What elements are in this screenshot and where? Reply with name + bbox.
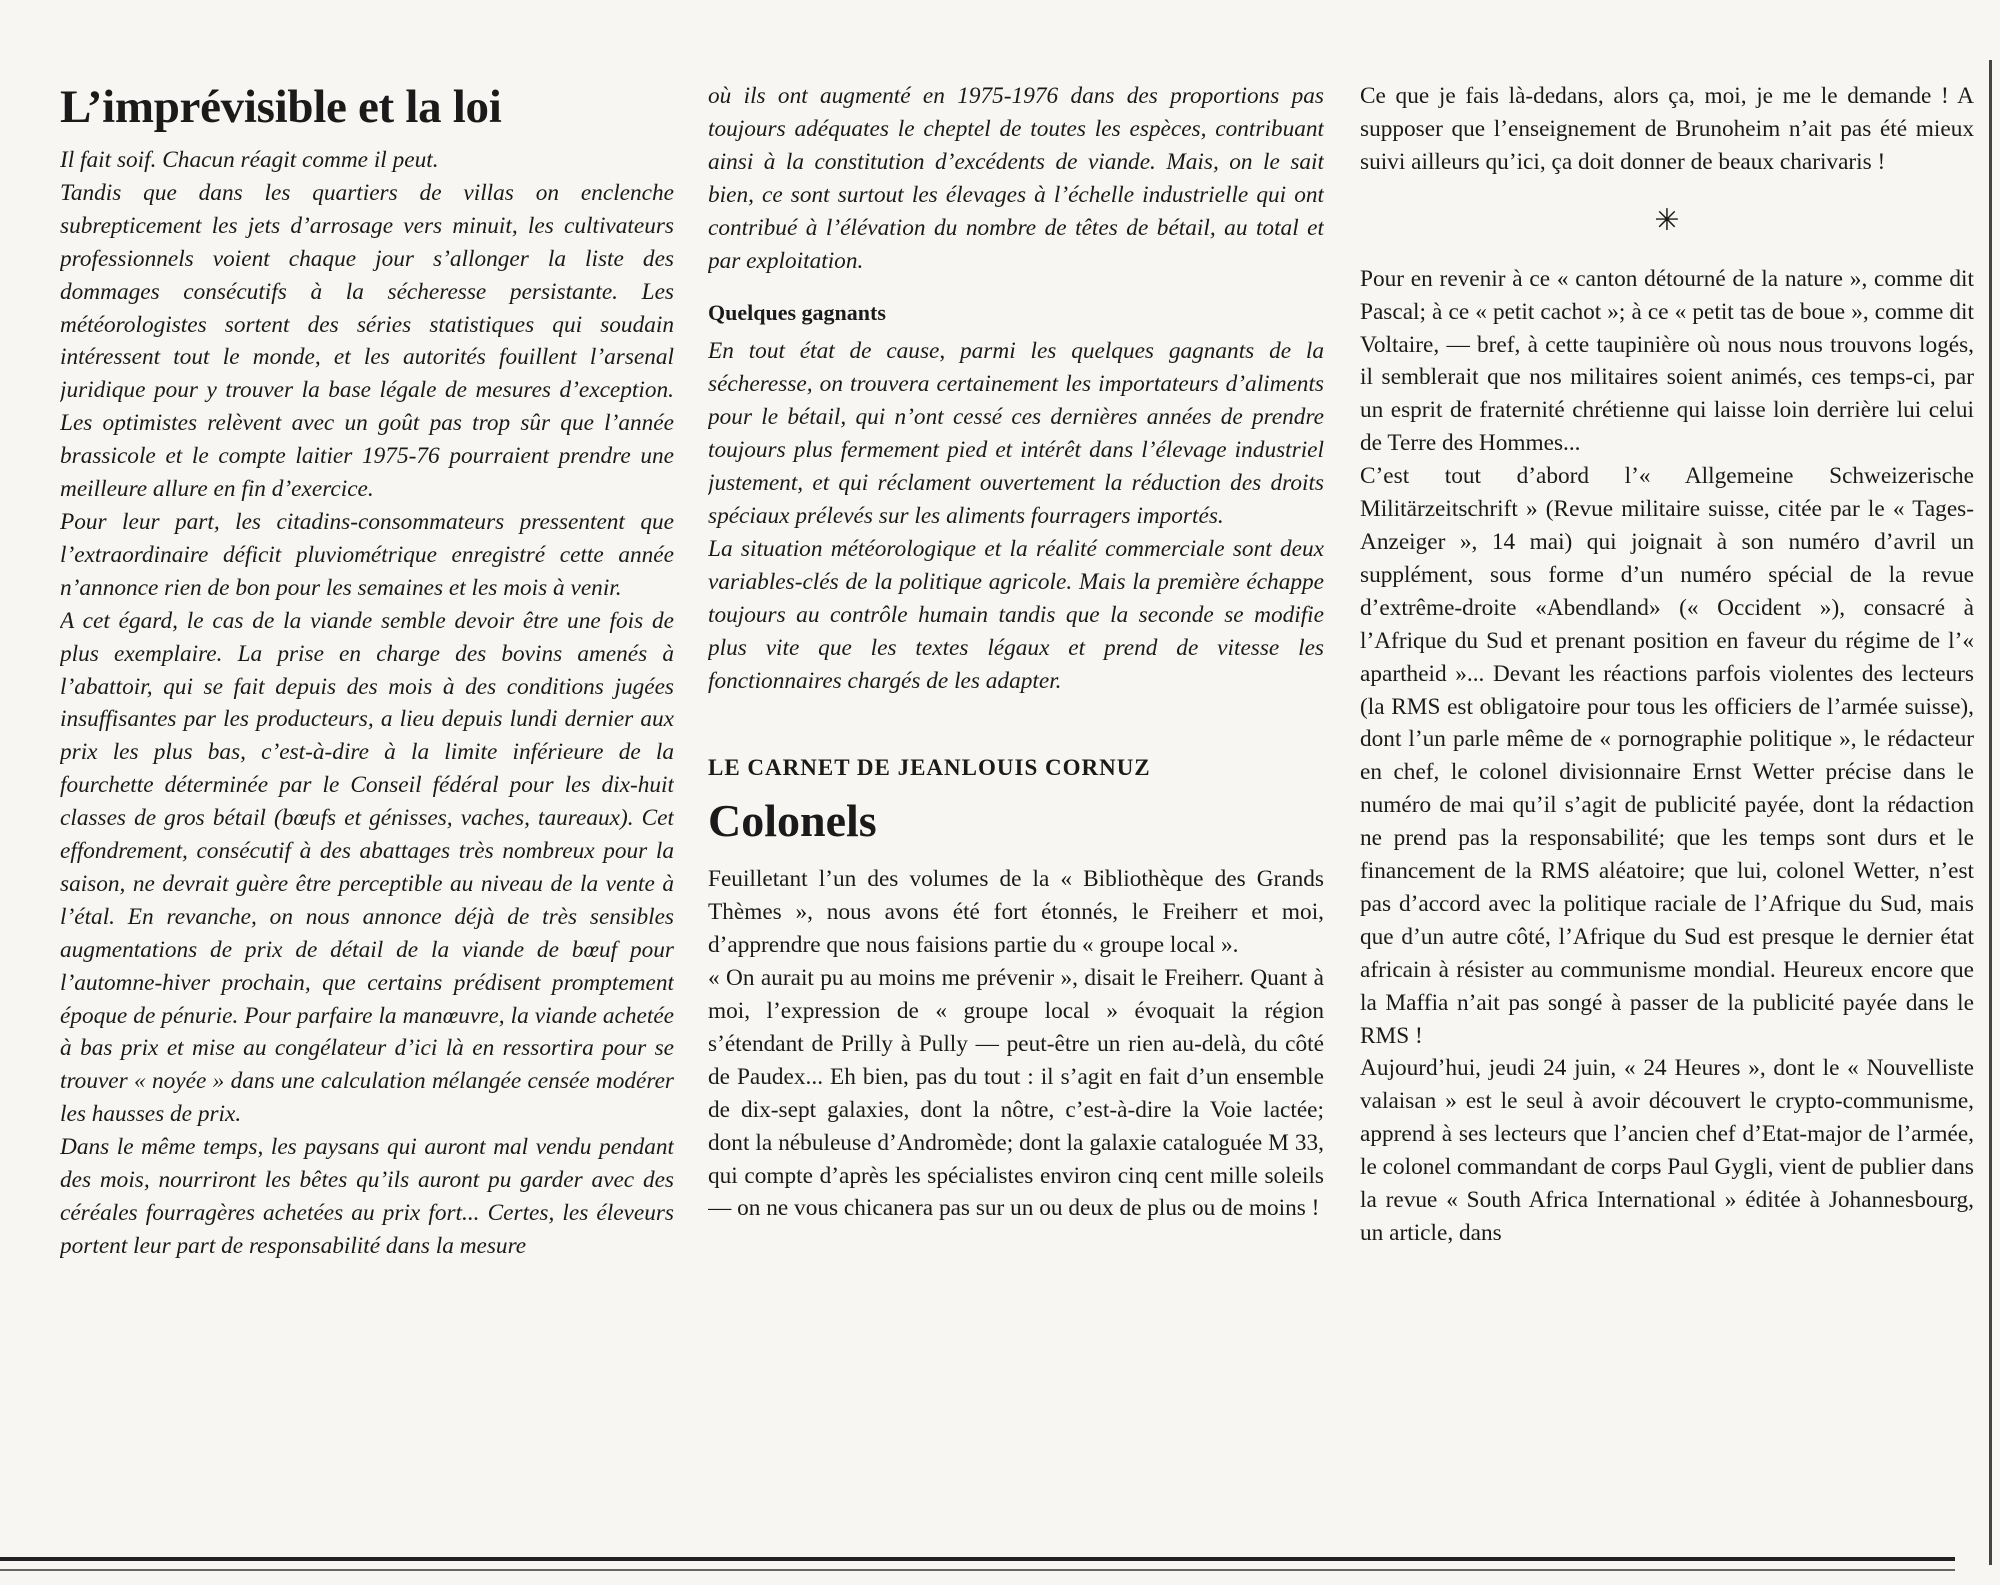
column-3 <box>1360 80 1974 1533</box>
page-bottom-rule <box>0 1557 1955 1561</box>
paragraph: La situation météorologique et la réalité commerciale sont deux variables-clés de la politique agricole. Mais la première échappe toujours au contrôle humain tandis que la seconde se modifie plus vite que les textes légaux et prend de vitesse les fonctionnaires chargés de les adapter. <box>708 535 1324 694</box>
paragraph: Pour leur part, les citadins-consommateurs pressentent que l’extraordinaire déficit pluviométrique enregistré cette année n’annonce rien de bon pour les semaines et les mois à venir. <box>60 508 674 601</box>
paragraph: où ils ont augmenté en 1975-1976 dans des proportions pas toujours adéquates le cheptel de toutes les espèces, contribuant ainsi à la constitution d’excédents de viande. Mais, on le sait bien, ce sont surtout les élevages à l’échelle industrielle qui ont contribué à l’élévation du nombre de têtes de bétail, au total et par exploitation. <box>708 83 1324 274</box>
paragraph: Aujourd’hui, jeudi 24 juin, « 24 Heures », dont le « Nouvelliste valaisan » est le seul à avoir découvert le crypto-communisme, apprend à ses lecteurs que l’ancien chef d’Etat-major de l’armée, le colonel commandant de corps Paul Gygli, vient de publier dans la revue « South Africa International » éditée à Johannesbourg, un article, dans <box>1360 1055 1974 1246</box>
column-body-col3-after <box>1360 263 1974 1250</box>
paragraph: Il fait soif. Chacun réagit comme il peut. <box>60 147 439 173</box>
article-body-col2 <box>708 80 1324 277</box>
paragraph: En tout état de cause, parmi les quelques gagnants de la sécheresse, on trouvera certainement les importateurs d’aliments pour le bétail, qui n’ont cessé ces dernières années de prendre toujours plus fermement pied et intérêt dans l’élevage industriel justement, et qui réclament ouvertement la réduction des droits spéciaux prélevés sur les aliments fourragers importés. <box>708 338 1324 529</box>
column-body-col3 <box>1360 80 1974 179</box>
paragraph: Ce que je fais là-dedans, alors ça, moi, je me le demande ! A supposer que l’enseignement de Brunoheim n’ait pas été mieux suivi ailleurs qu’ici, ça doit donner de beaux charivaris ! <box>1360 83 1974 175</box>
page-right-edge <box>1989 60 1992 1565</box>
article-body-col2-after <box>708 335 1324 697</box>
asterism-separator: ✳ <box>1654 203 1680 237</box>
page-bottom-rule-thin <box>0 1569 1955 1571</box>
column-1 <box>60 80 674 1533</box>
paragraph: Pour en revenir à ce « canton détourné de la nature », comme dit Pascal; à ce « petit cachot »; à ce « petit tas de boue », comme dit Voltaire, — bref, à cette taupinière où nous nous trouvons logés, il semblerait que nos militaires soient animés, ces temps-ci, par un esprit de fraternité chrétienne qui laisse loin derrière lui celui de Terre des Hommes... <box>1360 265 1974 457</box>
section-subheading: Quelques gagnants <box>708 300 886 326</box>
paragraph: A cet égard, le cas de la viande semble devoir être une fois de plus exemplaire. La prise en charge des bovins amenés à l’abattoir, qui se fait depuis des mois à des conditions jugées insuffisantes par les producteurs, a lieu depuis lundi dernier aux prix les plus bas, c’est-à-dire à la limite inférieure de la fourchette déterminée par le Conseil fédéral pour les dix-huit classes de gros bétail (bœufs et génisses, vaches, taureaux). Cet effondrement, consécutif à des abattages très nombreux pour la saison, ne devrait guère être perceptible au niveau de la vente à l’étal. En revanche, on nous annonce déjà de très sensibles augmentations de prix de détail de la viande de bœuf pour l’automne-hiver prochain, que certains prédisent promptement époque de pénurie. Pour parfaire la manœuvre, la viande achetée à bas prix et mise au congélateur d’ici là en ressortira pour se trouver « noyée » dans une calculation mélangée censée modérer les hausses de prix. <box>60 607 674 1128</box>
column-body-col2 <box>708 863 1324 1225</box>
column-2 <box>708 80 1324 1533</box>
paragraph: Feuilletant l’un des volumes de la « Bibliothèque des Grands Thèmes », nous avons été fort étonnés, le Freiherr et moi, d’apprendre que nous faisions partie du « groupe local ». <box>708 866 1324 959</box>
paragraph: Tandis que dans les quartiers de villas on enclenche subrepticement les jets d’arrosage vers minuit, les cultivateurs professionnels voient chaque jour s’allonger la liste des dommages consécutifs à la sécheresse persistante. Les météorologistes sortent des séries statistiques qui soudain intéressent tout le monde, et les autorités fouillent l’arsenal juridique pour y trouver la base légale de mesures d’exception. Les optimistes relèvent avec un goût pas trop sûr que l’année brassicole et le compte laitier 1975-76 pourraient prendre une meilleure allure en fin d’exercice. <box>60 179 674 503</box>
column-kicker: LE CARNET DE JEANLOUIS CORNUZ <box>708 755 1151 781</box>
paragraph: Dans le même temps, les paysans qui auront mal vendu pendant des mois, nourriront les bêtes qu’ils auront pu garder avec des céréales fourragères achetées au prix fort... Certes, les éleveurs portent leur part de responsabilité dans la mesure <box>60 1134 674 1259</box>
paragraph: C’est tout d’abord l’« Allgemeine Schweizerische Militärzeitschrift » (Revue militaire suisse, citée par le « Tages-Anzeiger », 14 mai) qui joignait à son numéro d’avril un supplément, sous forme d’un numéro spécial de la revue d’extrême-droite «Abendland» (« Occident »), consacré à l’Afrique du Sud et prenant position en faveur du régime de l’« apartheid »... Devant les réactions parfois violentes des lecteurs (la RMS est obligatoire pour tous les officiers de l’armée suisse), dont l’un parle même de « pornographie politique », le rédacteur en chef, le colonel divisionnaire Ernst Wetter précise dans le numéro de mai qu’il s’agit de publicité payée, dont la rédaction ne prend pas la responsabilité; que les temps sont durs et le financement de la RMS aléatoire; que lui, colonel Wetter, n’est pas d’accord avec la politique raciale de l’Afrique du Sud, mais que d’un autre côté, l’Afrique du Sud est presque le dernier état africain à résister au communisme mondial. Heureux encore que la Maffia n’ait pas songé à passer de la publicité payée dans le RMS ! <box>1360 463 1974 1049</box>
column-title: Colonels <box>708 795 877 847</box>
paragraph: « On aurait pu au moins me prévenir », disait le Freiherr. Quant à moi, l’expression de « groupe local » évoquait la région s’étendant de Prilly à Pully — peut-être un rien au-delà, du côté de Paudex... Eh bien, pas du tout : il s’agit en fait d’un ensemble de dix-sept galaxies, dont la nôtre, c’est-à-dire la Voie lactée; dont la nébuleuse d’Andromède; dont la galaxie cataloguée M 33, qui compte d’après les spécialistes environ cinq cent mille soleils — on ne vous chicanera pas sur un ou deux de plus ou de moins ! <box>708 965 1324 1222</box>
article-title: L’imprévisible et la loi <box>60 81 502 133</box>
article-body-col1 <box>60 144 674 1263</box>
